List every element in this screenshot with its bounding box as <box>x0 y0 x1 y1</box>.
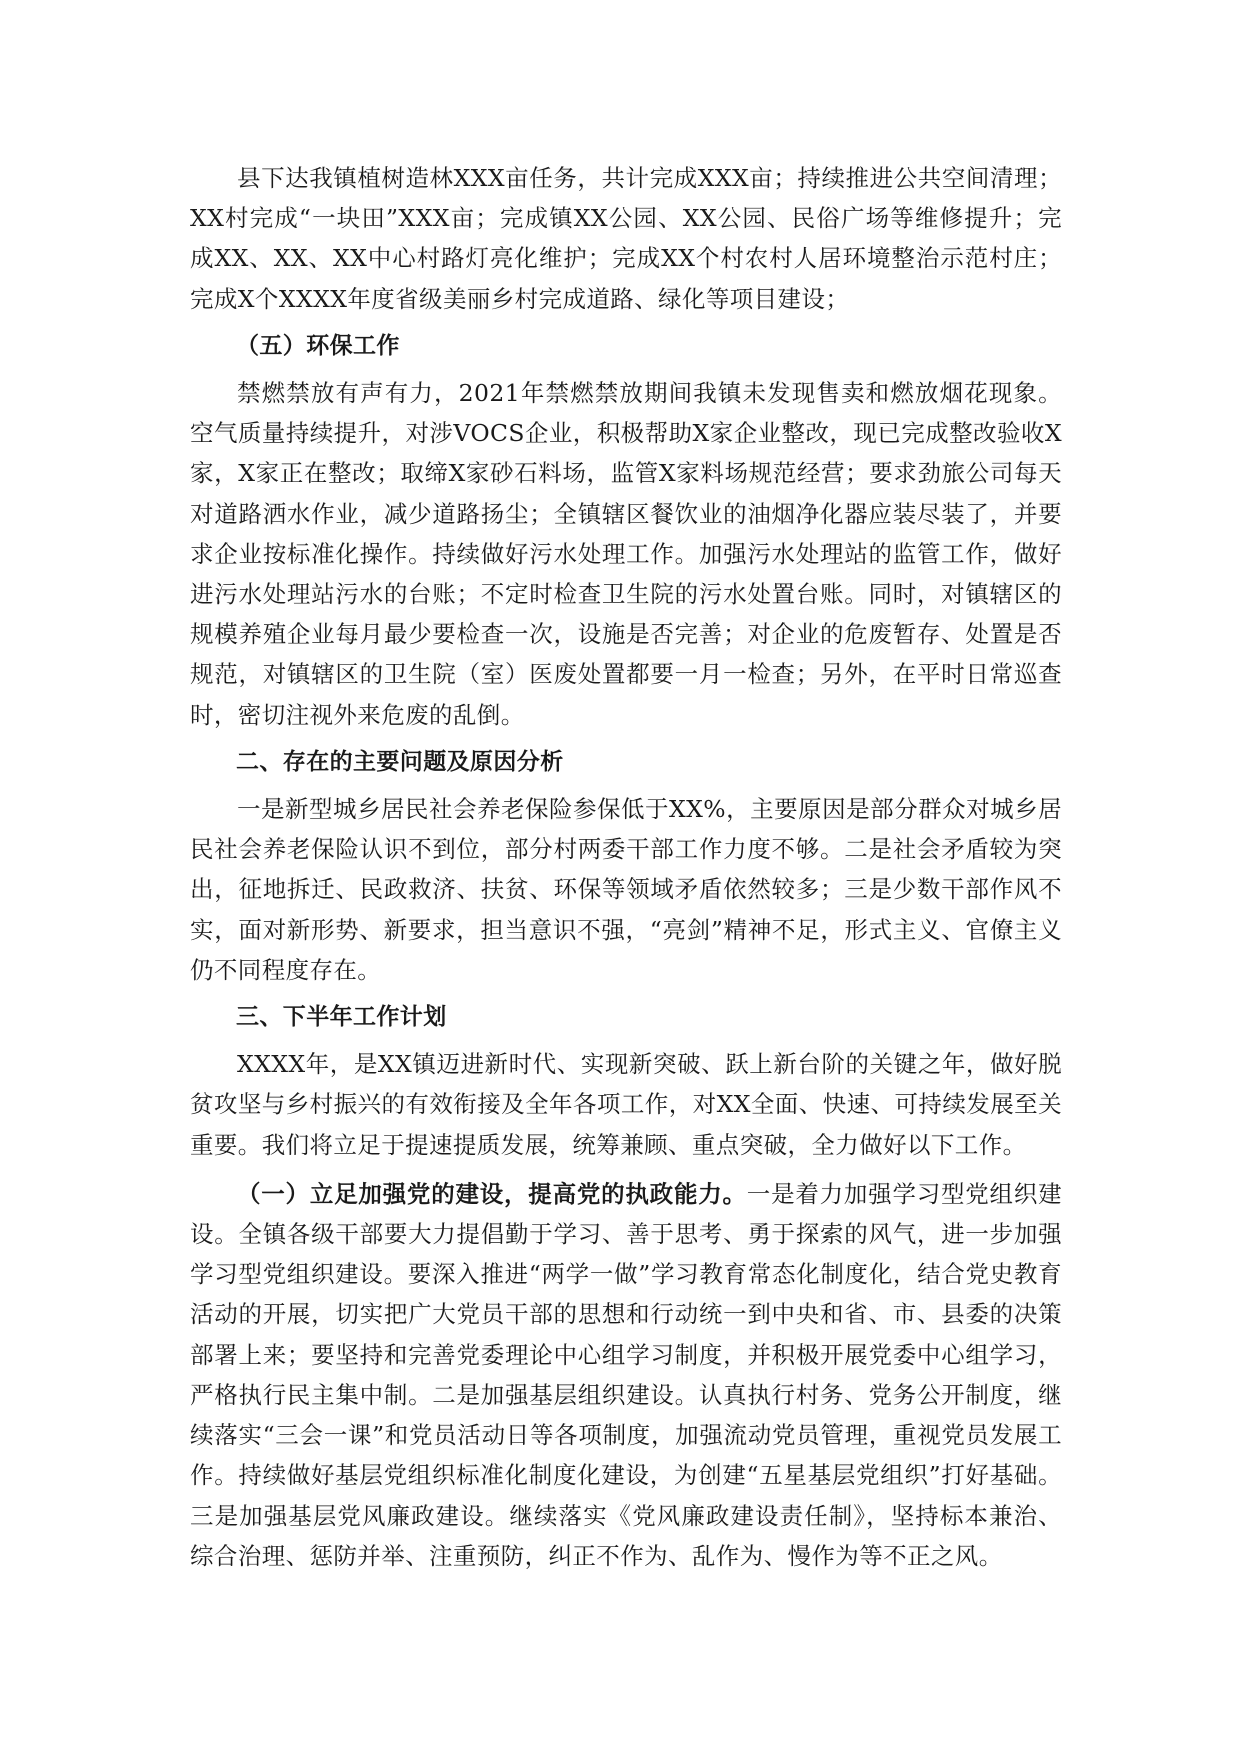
paragraph-work-plan-intro: XXXX年，是XX镇迈进新时代、实现新突破、跃上新台阶的关键之年，做好脱贫攻坚与乡村振兴的有效衔接及全年各项工作，对XX全面、快速、可持续发展至关重要。我们将立足于提速提质发展，统筹兼顾、重点突破，全力做好以下工作。 <box>190 1050 1062 1159</box>
paragraph-main-problems: 一是新型城乡居民社会养老保险参保低于XX%，主要原因是部分群众对城乡居民社会养老保险认识不到位，部分村两委干部工作力度不够。二是社会矛盾较为突出，征地拆迁、民政救济、扶贫、环保等领域矛盾依然较多；三是少数干部作风不实，面对新形势、新要求，担当意识不强，“亮剑”精神不足，形式主义、官僚主义仍不同程度存在。 <box>190 795 1062 984</box>
section-heading-environmental-protection: （五）环保工作 <box>236 332 400 359</box>
paragraph-party-building <box>190 1174 1062 1576</box>
paragraph-lead-party-building: （一）立足加强党的建设，提高党的执政能力。 <box>237 1179 747 1208</box>
paragraph-environmental-protection: 禁燃禁放有声有力，2021年禁燃禁放期间我镇未发现售卖和燃放烟花现象。空气质量持续提升，对涉VOCS企业，积极帮助X家企业整改，现已完成整改验收X家，X家正在整改；取缔X家砂石料场，监管X家料场规范经营；要求劲旅公司每天对道路洒水作业，减少道路扬尘；全镇辖区餐饮业的油烟净化器应装尽装了，并要求企业按标准化操作。持续做好污水处理工作。加强污水处理站的监管工作，做好进污水处理站污水的台账；不定时检查卫生院的污水处置台账。同时，对镇辖区的规模养殖企业每月最少要检查一次，设施是否完善；对企业的危废暂存、处置是否规范，对镇辖区的卫生院（室）医废处置都要一月一检查；另外，在平时日常巡查时，密切注视外来危废的乱倒。 <box>190 379 1062 729</box>
document-page <box>190 158 1062 1576</box>
paragraph-body-party-building: 一是着力加强学习型党组织建设。全镇各级干部要大力提倡勤于学习、善于思考、勇于探索的风气，进一步加强学习型党组织建设。要深入推进“两学一做”学习教育常态化制度化，结合党史教育活动的开展，切实把广大党员干部的思想和行动统一到中央和省、市、县委的决策部署上来；要坚持和完善党委理论中心组学习制度，并积极开展党委中心组学习，严格执行民主集中制。二是加强基层组织建设。认真执行村务、党务公开制度，继续落实“三会一课”和党员活动日等各项制度，加强流动党员管理，重视党员发展工作。持续做好基层党组织标准化制度化建设，为创建“五星基层党组织”打好基础。三是加强基层党风廉政建设。继续落实《党风廉政建设责任制》，坚持标本兼治、综合治理、惩防并举、注重预防，纠正不作为、乱作为、慢作为等不正之风。 <box>190 1179 1063 1570</box>
section-heading-main-problems: 二、存在的主要问题及原因分析 <box>236 748 564 775</box>
paragraph-greening-projects: 县下达我镇植树造林XXX亩任务，共计完成XXX亩；持续推进公共空间清理；XX村完成“一块田”XXX亩；完成镇XX公园、XX公园、民俗广场等维修提升；完成XX、XX、XX中心村路灯亮化维护；完成XX个村农村人居环境整治示范村庄；完成X个XXXX年度省级美丽乡村完成道路、绿化等项目建设； <box>190 164 1062 313</box>
section-heading-work-plan: 三、下半年工作计划 <box>236 1004 447 1031</box>
